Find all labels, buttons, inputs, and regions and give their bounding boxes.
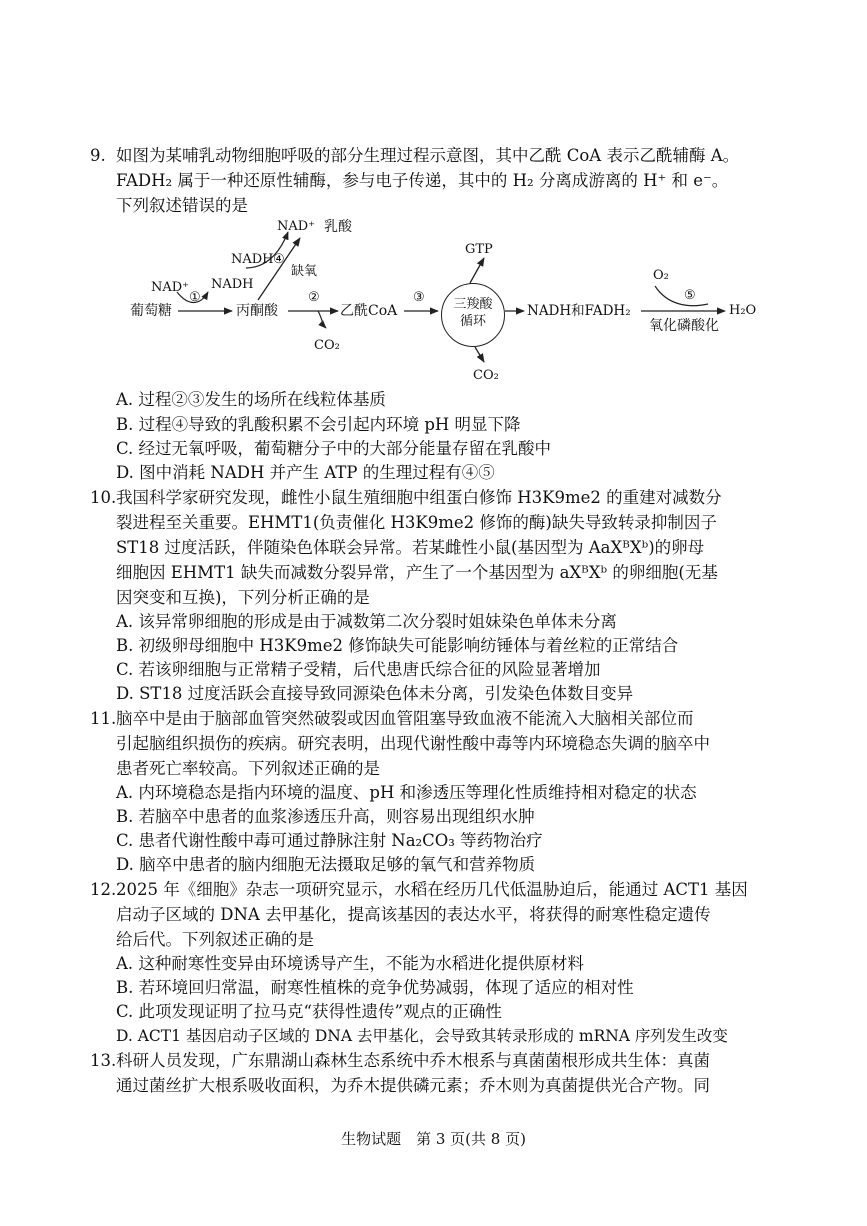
question-10-stem-line-1: 我国科学家研究发现，雌性小鼠生殖细胞中组蛋白修饰 H3K9me2 的重建对减数分 (116, 488, 722, 507)
question-11-option-b: B. 若脑卒中患者的血浆渗透压升高，则容易出现组织水肿 (116, 807, 535, 826)
question-11-option-a: A. 内环境稳态是指内环境的温度、pH 和渗透压等理化性质维持相对稳定的状态 (116, 783, 697, 802)
question-10-option-a: A. 该异常卵细胞的形成是由于减数第二次分裂时姐妹染色单体未分离 (116, 612, 617, 631)
question-12-option-a: A. 这种耐寒性变异由环境诱导产生，不能为水稻进化提供原材料 (116, 954, 584, 973)
question-10-number: 10. (90, 488, 117, 507)
question-9-option-b: B. 过程④导致的乳酸积累不会引起内环境 pH 明显下降 (116, 415, 521, 434)
label-lactate: 乳酸 (324, 219, 352, 235)
label-water: H₂O (729, 303, 757, 318)
question-12-stem-line-1: 2025 年《细胞》杂志一项研究显示，水稻在经历几代低温胁迫后，能通过 ACT1 基因 (116, 880, 748, 899)
question-12-option-b: B. 若环境回归常温，耐寒性植株的竞争优势减弱，体现了适应的相对性 (116, 978, 634, 997)
label-co2-a: CO₂ (314, 338, 340, 353)
label-nadh-out: NADH (211, 277, 254, 292)
arrow-o2-curve (655, 286, 708, 306)
question-10-stem-line-4: 细胞因 EHMT1 缺失而减数分裂异常，产生了一个基因型为 aXᴮXᵇ 的卵细胞(无基 (116, 563, 718, 582)
question-9-stem-line-2: FADH₂ 属于一种还原性辅酶，参与电子传递，其中的 H₂ 分离成游离的 H⁺ 和 e⁻。 (116, 171, 729, 190)
arrow-co2-b (475, 347, 484, 362)
question-10-option-b: B. 初级卵母细胞中 H3K9me2 修饰缺失可能影响纺锤体与着丝粒的正常结合 (116, 636, 679, 655)
label-hypoxia: 缺氧 (291, 264, 318, 279)
question-12-option-d: D. ACT1 基因启动子区域的 DNA 去甲基化，会导致其转录形成的 mRNA 序列发生改变 (116, 1027, 728, 1045)
question-11-option-c: C. 患者代谢性酸中毒可通过静脉注射 Na₂CO₃ 等药物治疗 (116, 831, 543, 850)
label-step1: ① (189, 290, 201, 305)
question-13-number: 13. (90, 1051, 117, 1070)
question-11-option-d: D. 脑卒中患者的脑内细胞无法摄取足够的氧气和营养物质 (116, 855, 536, 874)
label-nadh-fadh2: NADH和FADH₂ (527, 303, 631, 319)
question-9-option-c: C. 经过无氧呼吸，葡萄糖分子中的大部分能量存留在乳酸中 (116, 439, 552, 458)
arrow-co2-a (318, 311, 326, 328)
label-step4-nad: NAD⁺ (277, 219, 316, 234)
label-co2-b: CO₂ (473, 368, 499, 383)
label-pyruvate: 丙酮酸 (236, 303, 278, 319)
label-tca-line2: 循环 (459, 314, 486, 329)
label-step4: ④ (273, 252, 285, 267)
question-10-stem-line-5: 因突变和互换)，下列分析正确的是 (116, 588, 370, 607)
question-12-option-c: C. 此项发现证明了拉马克“获得性遗传”观点的正确性 (116, 1002, 502, 1021)
label-step3: ③ (413, 290, 425, 305)
label-step5: ⑤ (684, 288, 696, 303)
question-9-option-a: A. 过程②③发生的场所在线粒体基质 (116, 390, 386, 409)
question-12-number: 12. (90, 880, 117, 899)
label-nad-in: NAD⁺ (151, 280, 190, 295)
question-10-option-c: C. 若该卵细胞与正常精子受精，后代患唐氏综合征的风险显著增加 (116, 660, 601, 679)
question-10-stem-line-2: 裂进程至关重要。EHMT1(负责催化 H3K9me2 修饰的酶)缺失导致转录抑制因子 (116, 513, 717, 532)
question-11-number: 11. (90, 709, 117, 728)
question-12-stem-line-2: 启动子区域的 DNA 去甲基化，提高该基因的表达水平，将获得的耐寒性稳定遗传 (116, 905, 711, 924)
page-footer: 生物试题 第 3 页(共 8 页) (341, 1130, 526, 1148)
question-12-stem-line-3: 给后代。下列叙述正确的是 (116, 930, 314, 949)
question-9-stem-line-1: 如图为某哺乳动物细胞呼吸的部分生理过程示意图，其中乙酰 CoA 表示乙酰辅酶 A。 (116, 146, 740, 165)
label-gtp: GTP (465, 242, 493, 257)
question-11-stem-line-1: 脑卒中是由于脑部血管突然破裂或因血管阻塞导致血液不能流入大脑相关部位而 (116, 709, 694, 728)
question-9-number: 9. (90, 146, 106, 165)
question-10-stem-line-3: ST18 过度活跃，伴随染色体联会异常。若某雌性小鼠(基因型为 AaXᴮXᵇ)的卵母 (116, 538, 705, 557)
question-9-stem-line-3: 下列叙述错误的是 (116, 196, 248, 215)
label-glucose: 葡萄糖 (130, 303, 172, 319)
question-13-stem-line-1: 科研人员发现，广东鼎湖山森林生态系统中乔木根系与真菌菌根形成共生体：真菌 (116, 1051, 710, 1070)
label-step2: ② (308, 290, 320, 305)
question-11-stem-line-2: 引起脑组织损伤的疾病。研究表明，出现代谢性酸中毒等内环境稳态失调的脑卒中 (116, 734, 710, 753)
question-10-option-d: D. ST18 过度活跃会直接导致同源染色体未分离，引发染色体数目变异 (116, 684, 634, 703)
question-11-stem-line-3: 患者死亡率较高。下列叙述正确的是 (116, 759, 380, 778)
label-step4-nadh: NADH (231, 252, 274, 267)
label-oxphos: 氧化磷酸化 (649, 318, 719, 334)
label-tca-line1: 三羧酸 (453, 297, 493, 312)
label-acetylcoa: 乙酰CoA (340, 303, 398, 319)
arrow-gtp (470, 258, 484, 283)
question-9-option-d: D. 图中消耗 NADH 并产生 ATP 的生理过程有④⑤ (116, 463, 495, 482)
label-o2: O₂ (653, 268, 669, 283)
question-13-stem-line-2: 通过菌丝扩大根系吸收面积，为乔木提供磷元素；乔木则为真菌提供光合产物。同 (116, 1076, 710, 1095)
